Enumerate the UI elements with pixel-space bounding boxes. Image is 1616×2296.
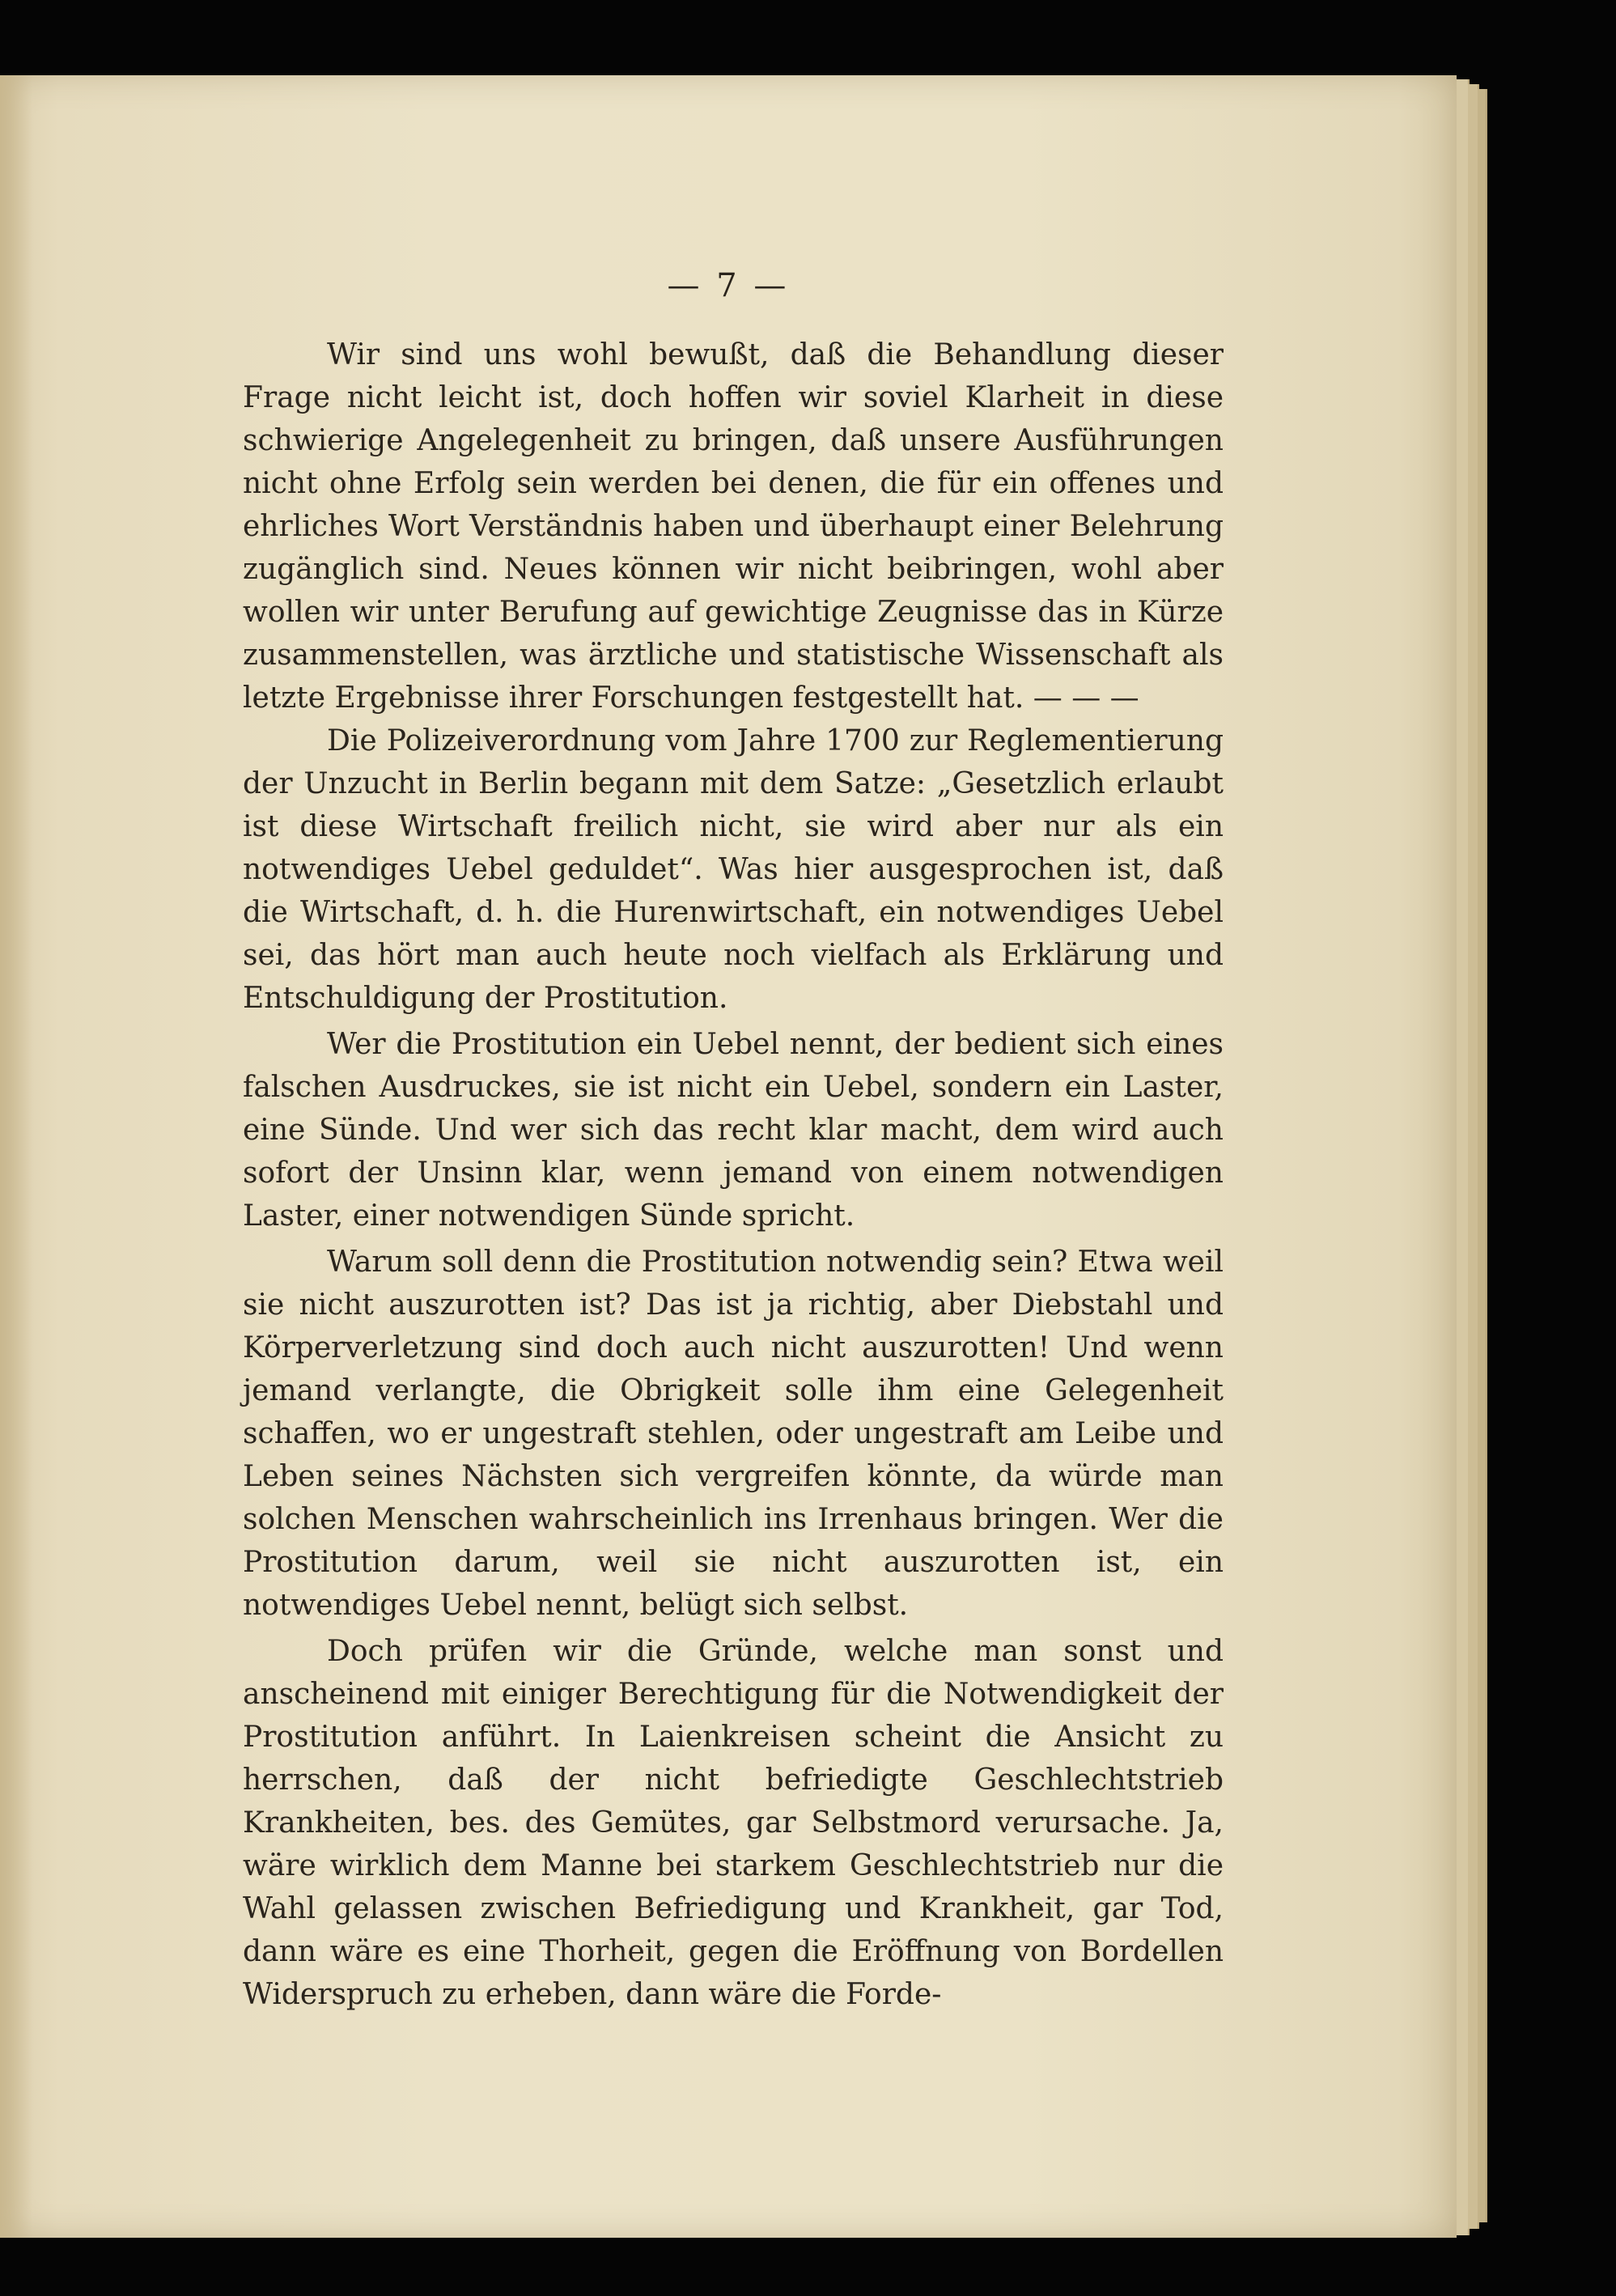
paragraph: Wir sind uns wohl bewußt, daß die Behandlung dieser Frage nicht leicht ist, doch hoffen wir soviel Klarheit in diese schwierige Angelegenheit zu bringen, daß unsere Ausführungen nicht ohne Erfolg sein werden bei denen, die für ein offenes und ehrliches Wort Verständnis haben und überhaupt einer Belehrung zugänglich sind. Neues können wir nicht beibringen, wohl aber wollen wir unter Berufung auf gewichtige Zeugnisse das in Kürze zusammenstellen, was ärztliche und statistische Wissenschaft als letzte Ergebnisse ihrer Forschungen festgestellt hat. — — — xyxy=(243,338,1224,715)
page-number: — 7 — xyxy=(667,267,790,304)
paragraph: Warum soll denn die Prostitution notwendig sein? Etwa weil sie nicht auszurotten ist? Das ist ja richtig, aber Diebstahl und Körperverletzung sind doch auch nicht auszurotten! Und wenn jemand verlangte, die Obrigkeit solle ihm eine Gelegenheit schaffen, wo er ungestraft stehlen, oder ungestraft am Leibe und Leben seines Nächsten sich vergreifen könnte, da würde man solchen Menschen wahrscheinlich ins Irrenhaus bringen. Wer die Prostitution darum, weil sie nicht auszurotten ist, ein notwendiges Uebel nennt, belügt sich selbst. xyxy=(243,1246,1224,1622)
body-text xyxy=(243,333,1224,2016)
paragraph: Die Polizeiverordnung vom Jahre 1700 zur Reglementierung der Unzucht in Berlin begann mit dem Satze: „Gesetzlich erlaubt ist diese Wirtschaft freilich nicht, sie wird aber nur als ein notwendiges Uebel geduldet“. Was hier ausgesprochen ist, daß die Wirtschaft, d. h. die Hurenwirtschaft, ein notwendiges Uebel sei, das hört man auch heute noch vielfach als Erklärung und Entschuldigung der Prostitution. xyxy=(243,724,1224,1015)
paragraph: Wer die Prostitution ein Uebel nennt, der bedient sich eines falschen Ausdruckes, sie ist nicht ein Uebel, sondern ein Laster, eine Sünde. Und wer sich das recht klar macht, dem wird auch sofort der Unsinn klar, wenn jemand von einem notwendigen Laster, einer notwendigen Sünde spricht. xyxy=(243,1028,1224,1233)
paragraph: Doch prüfen wir die Gründe, welche man sonst und anscheinend mit einiger Berechtigung für die Notwendigkeit der Prostitution anführt. In Laienkreisen scheint die Ansicht zu herrschen, daß der nicht befriedigte Geschlechtstrieb Krankheiten, bes. des Gemütes, gar Selbstmord verursache. Ja, wäre wirklich dem Manne bei starkem Geschlechtstrieb nur die Wahl gelassen zwischen Befriedigung und Krankheit, gar Tod, dann wäre es eine Thorheit, gegen die Eröffnung von Bordellen Widerspruch zu erheben, dann wäre die Forde- xyxy=(243,1635,1224,2011)
page-left-edge xyxy=(0,75,32,2238)
page-edge-stack xyxy=(1478,89,1487,2222)
